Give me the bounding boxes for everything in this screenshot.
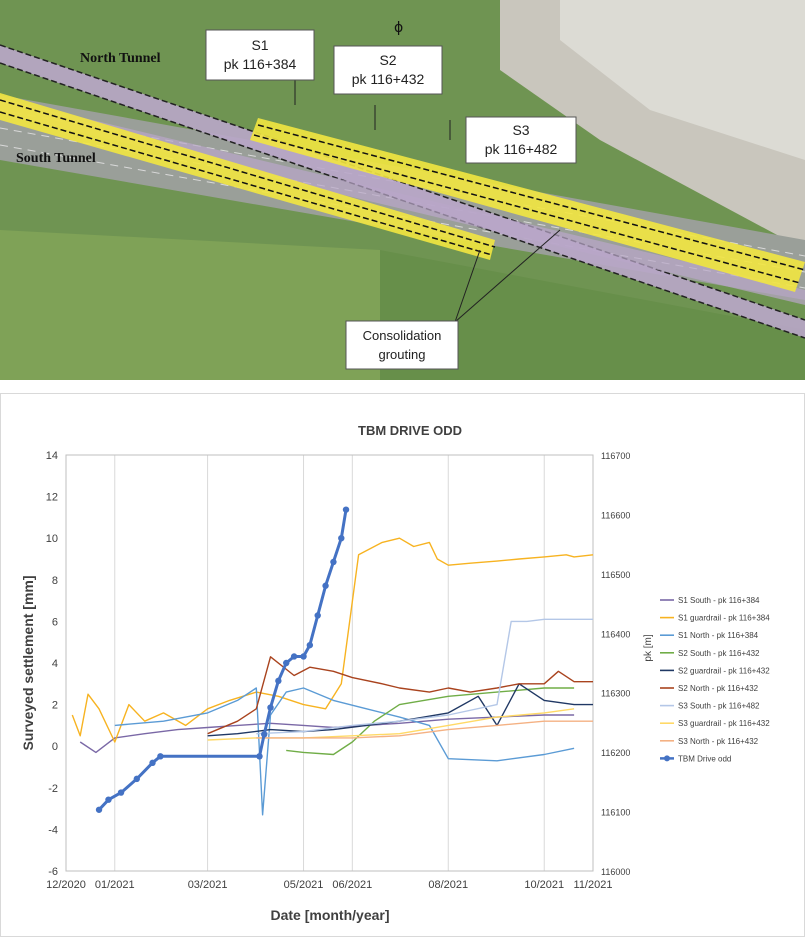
tbm-point <box>343 506 349 512</box>
x-tick-label: 12/2020 <box>46 879 86 891</box>
consolidation-line1: Consolidation <box>362 328 442 343</box>
tbm-point <box>322 583 328 589</box>
legend-entry: TBM Drive odd <box>678 754 732 764</box>
tbm-point <box>134 776 140 782</box>
y-tick-label: -2 <box>48 782 58 795</box>
x-tick-label: 08/2021 <box>428 879 469 891</box>
y2-tick-label: 116400 <box>601 629 631 640</box>
section-s1-name: S1 <box>251 37 269 53</box>
section-label-s1 <box>206 30 314 80</box>
settlement-chart <box>0 393 805 937</box>
legend-entry: S3 guardrail - pk 116+432 <box>678 719 770 729</box>
x-tick-label: 03/2021 <box>187 879 228 891</box>
y-tick-label: 0 <box>51 741 58 754</box>
south-tunnel-label: South Tunnel <box>16 151 96 166</box>
section-s2-name: S2 <box>379 52 397 68</box>
chart-border <box>1 394 805 937</box>
consolidation-grouting-label <box>346 321 458 369</box>
y2-axis-label: pk [m] <box>643 634 654 662</box>
y2-tick-label: 116000 <box>601 867 631 877</box>
chart-title: TBM DRIVE ODD <box>358 423 462 438</box>
y2-tick-label: 116500 <box>601 569 631 580</box>
tbm-point <box>261 731 267 737</box>
y2-tick-label: 116600 <box>601 510 631 521</box>
tbm-point <box>338 535 344 541</box>
y-tick-label: -6 <box>48 866 58 878</box>
section-s3-name: S3 <box>512 122 530 138</box>
legend-entry: S2 North - pk 116+432 <box>678 684 759 693</box>
y2-tick-label: 116200 <box>601 748 631 759</box>
tbm-point <box>118 789 124 795</box>
photo-field-bottom <box>0 230 380 380</box>
consolidation-line2: grouting <box>378 347 426 362</box>
north-arrow-symbol: ɸ <box>394 20 404 36</box>
legend-entry: S1 South - pk 116+384 <box>678 596 760 605</box>
tbm-point <box>275 678 281 684</box>
y2-tick-label: 116700 <box>601 451 631 461</box>
y2-tick-label: 116300 <box>601 688 631 699</box>
y-tick-label: 4 <box>51 658 58 670</box>
legend-entry: S2 South - pk 116+432 <box>678 648 760 658</box>
x-tick-label: 01/2021 <box>94 879 135 891</box>
tbm-point <box>256 753 262 759</box>
y-tick-label: 14 <box>45 450 58 462</box>
y-axis-label: Surveyed settlement [mm] <box>20 575 36 751</box>
x-axis-label: Date [month/year] <box>270 907 390 923</box>
tbm-point <box>157 753 163 759</box>
x-tick-label: 05/2021 <box>283 879 324 891</box>
tbm-point <box>300 653 306 659</box>
tbm-point <box>315 612 321 618</box>
y-tick-label: 2 <box>51 699 58 712</box>
tbm-point <box>307 642 313 648</box>
y2-tick-label: 116100 <box>601 807 631 818</box>
tbm-point <box>291 653 297 659</box>
legend-entry: S2 guardrail - pk 116+432 <box>678 666 770 676</box>
aerial-photo <box>0 0 805 380</box>
section-label-s2 <box>334 46 442 94</box>
section-s2-pk: pk 116+432 <box>351 71 425 87</box>
y-tick-label: 8 <box>51 574 58 587</box>
y-tick-label: 6 <box>51 616 58 629</box>
legend-entry: S3 South - pk 116+482 <box>678 701 760 711</box>
x-tick-label: 10/2021 <box>524 879 565 891</box>
y-tick-label: 12 <box>45 491 58 504</box>
tbm-point <box>149 760 155 766</box>
chart-panel <box>0 393 805 937</box>
section-s1-pk: pk 116+384 <box>223 56 297 72</box>
section-s3-pk: pk 116+482 <box>484 141 558 157</box>
x-tick-label: 11/2021 <box>573 879 613 891</box>
y-tick-label: 10 <box>45 533 58 546</box>
x-tick-label: 06/2021 <box>332 879 373 891</box>
tbm-point <box>330 559 336 565</box>
tbm-point <box>267 704 273 710</box>
tbm-point <box>105 796 111 802</box>
tbm-point <box>283 660 289 666</box>
legend-entry: S1 North - pk 116+384 <box>678 631 759 641</box>
legend-marker <box>664 755 670 761</box>
legend-entry: S3 North - pk 116+432 <box>678 736 759 746</box>
north-tunnel-label: North Tunnel <box>80 51 161 66</box>
y-tick-label: -4 <box>48 824 58 837</box>
tbm-point <box>96 807 102 813</box>
section-label-s3 <box>466 117 576 163</box>
legend-entry: S1 guardrail - pk 116+384 <box>678 613 770 623</box>
